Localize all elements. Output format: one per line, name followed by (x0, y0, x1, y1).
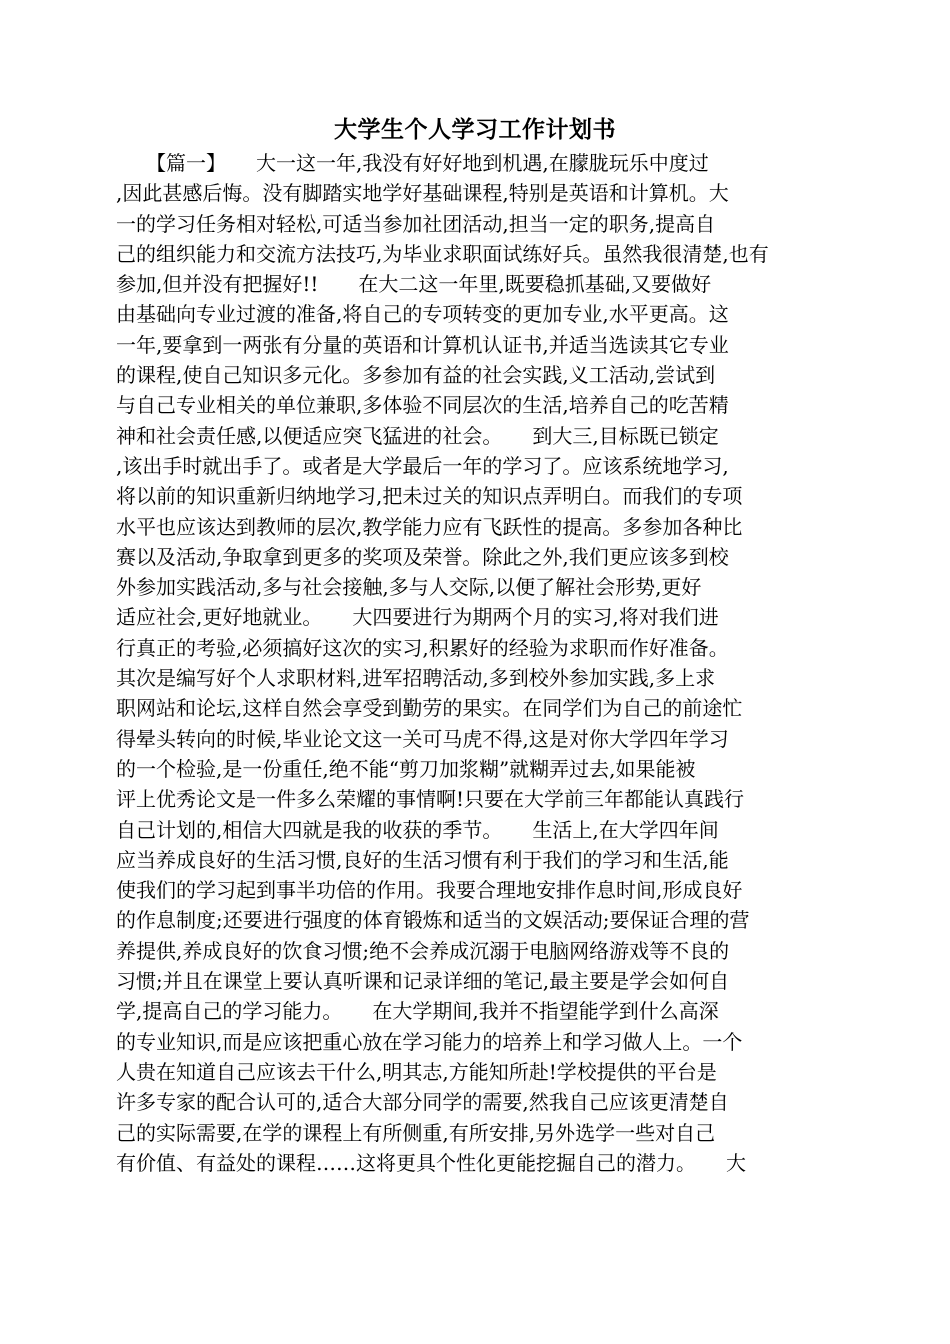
body-line: 许多专家的配合认可的,适合大部分同学的需要,然我自己应该更清楚自 (116, 1090, 729, 1115)
body-line: 的课程,使自己知识多元化。多参加有益的社会实践,义工活动,尝试到 (116, 363, 716, 388)
body-line: 行真正的考验,必须搞好这次的实习,积累好的经验为求职而作好准备。 (116, 635, 729, 660)
body-line: 学,提高自己的学习能力。 在大学期间,我并不指望能学到什么高深 (116, 999, 719, 1024)
body-line: 己的组织能力和交流方法技巧,为毕业求职面试练好兵。虽然我很清楚,也有 (116, 241, 769, 266)
body-line: 一的学习任务相对轻松,可适当参加社团活动,担当一定的职务,提高自 (116, 211, 716, 236)
body-line: 评上优秀论文是一件多么荣耀的事情啊!只要在大学前三年都能认真践行 (116, 787, 745, 812)
body-line: 适应社会,更好地就业。 大四要进行为期两个月的实习,将对我们进 (116, 605, 719, 630)
body-line: 己的实际需要,在学的课程上有所侧重,有所安排,另外选学一些对自己 (116, 1120, 716, 1145)
body-line: 由基础向专业过渡的准备,将自己的专项转变的更加专业,水平更高。这 (116, 302, 729, 327)
body-line: 的专业知识,而是应该把重心放在学习能力的培养上和学习做人上。一个 (116, 1029, 743, 1054)
body-line: 自己计划的,相信大四就是我的收获的季节。 生活上,在大学四年间 (116, 817, 719, 842)
body-line: 得晕头转向的时候,毕业论文这一关可马虎不得,这是对你大学四年学习 (116, 726, 729, 751)
body-line: 习惯;并且在课堂上要认真听课和记录详细的笔记,最主要是学会如何自 (116, 969, 730, 994)
body-line: 的一个检验,是一份重任,绝不能“剪刀加浆糊”就糊弄过去,如果能被 (116, 756, 696, 781)
body-line: 【篇一】 大一这一年,我没有好好地到机遇,在朦胧玩乐中度过 (116, 151, 709, 175)
body-line: 一年,要拿到一两张有分量的英语和计算机认证书,并适当选读其它专业 (116, 332, 729, 357)
body-line: 赛以及活动,争取拿到更多的奖项及荣誉。除此之外,我们更应该多到校 (116, 544, 729, 569)
body-line: 应当养成良好的生活习惯,良好的生活习惯有利于我们的学习和生活,能 (116, 847, 729, 872)
body-line: 养提供,养成良好的饮食习惯;绝不会养成沉溺于电脑网络游戏等不良的 (116, 938, 730, 963)
body-line: 将以前的知识重新归纳地学习,把未过关的知识点弄明白。而我们的专项 (116, 484, 743, 509)
body-line: ,该出手时就出手了。或者是大学最后一年的学习了。应该系统地学习, (116, 453, 729, 478)
body-line: 神和社会责任感,以便适应突飞猛进的社会。 到大三,目标既已锁定 (116, 423, 719, 448)
body-line: 外参加实践活动,多与社会接触,多与人交际,以便了解社会形势,更好 (116, 575, 702, 600)
body-line: 职网站和论坛,这样自然会享受到勤劳的果实。在同学们为自己的前途忙 (116, 696, 743, 721)
document-body (116, 148, 856, 1178)
document-title: 大学生个人学习工作计划书 (334, 116, 616, 143)
body-line: 有价值、有益处的课程……这将更具个性化更能挖掘自己的潜力。 大 (116, 1150, 746, 1175)
body-line: 使我们的学习起到事半功倍的作用。我要合理地安排作息时间,形成良好 (116, 878, 743, 903)
body-line: 参加,但并没有把握好!! 在大二这一年里,既要稳抓基础,又要做好 (116, 272, 712, 297)
body-line: 其次是编写好个人求职材料,进军招聘活动,多到校外参加实践,多上求 (116, 666, 716, 691)
body-line: 人贵在知道自己应该去干什么,明其志,方能知所赴!学校提供的平台是 (116, 1059, 717, 1084)
body-line: 水平也应该达到教师的层次,教学能力应有飞跃性的提高。多参加各种比 (116, 514, 743, 539)
body-line: 的作息制度;还要进行强度的体育锻炼和适当的文娱活动;要保证合理的营 (116, 908, 750, 933)
body-line: ,因此甚感后悔。没有脚踏实地学好基础课程,特别是英语和计算机。大 (116, 181, 729, 206)
body-line: 与自己专业相关的单位兼职,多体验不同层次的生活,培养自己的吃苦精 (116, 393, 729, 418)
